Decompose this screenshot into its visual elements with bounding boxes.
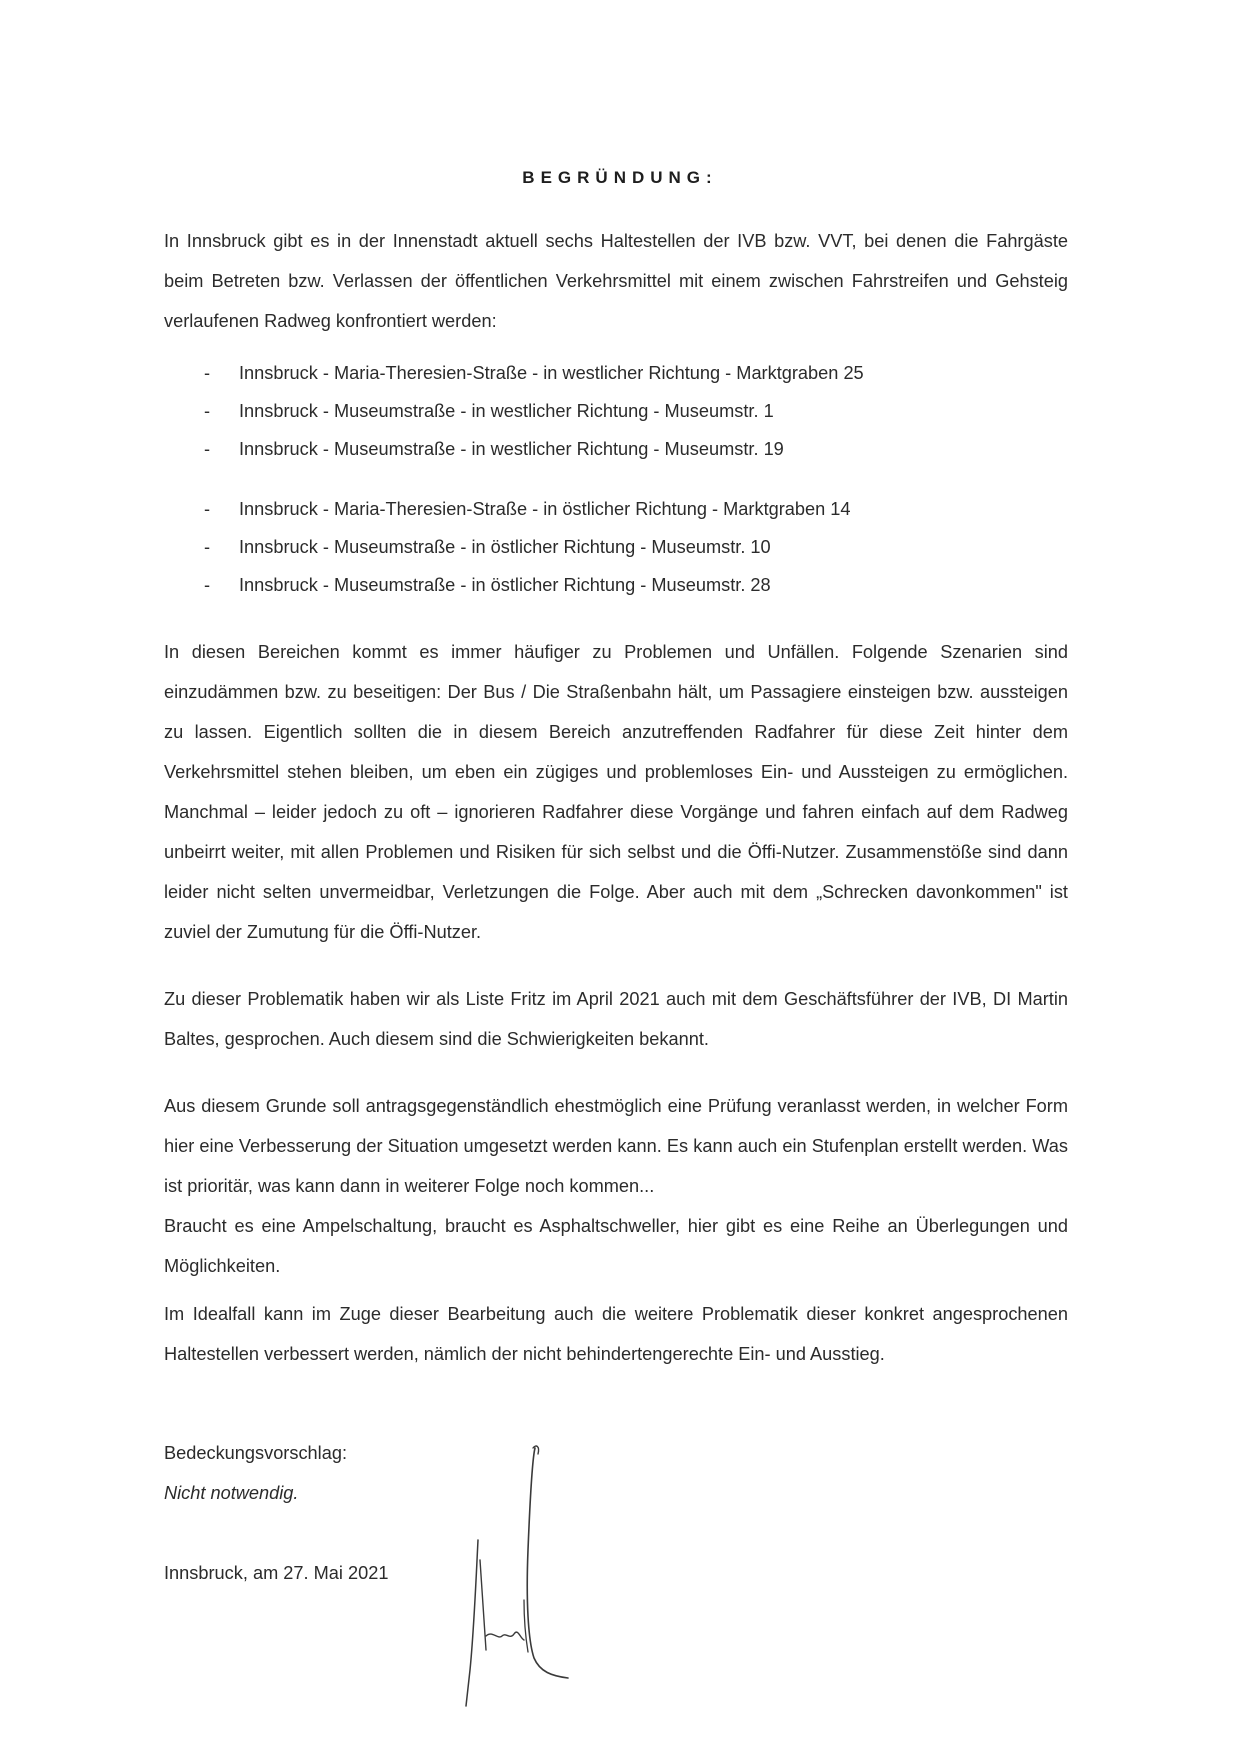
page-title: BEGRÜNDUNG: [522,168,718,187]
meeting-paragraph: Zu dieser Problematik haben wir als Liste Fritz im April 2021 auch mit dem Geschäftsführer der IVB, DI Martin Baltes, gesprochen. Auch diesem sind die Schwierigkeiten bekannt. [164,989,1068,1049]
list-item: - Innsbruck - Museumstraße - in östlicher Richtung - Museumstr. 28 [164,566,1068,604]
stops-east-list [164,490,1068,604]
intro-paragraph: In Innsbruck gibt es in der Innenstadt aktuell sechs Haltestellen der IVB bzw. VVT, bei denen die Fahrgäste beim Betreten bzw. Verlassen der öffentlichen Verkehrsmittel mit einem zwischen Fahrstreifen und Gehsteig verlaufenen Radweg konfrontiert werden: [164,231,1068,331]
problems-paragraph: In diesen Bereichen kommt es immer häufiger zu Problemen und Unfällen. Folgende Szenarien sind einzudämmen bzw. zu beseitigen: Der Bus / Die Straßenbahn hält, um Passagiere einsteigen bzw. aussteigen zu lassen. Eigentlich sollten die in diesem Bereich anzutreffenden Radfahrer für diese Zeit hinter dem Verkehrsmittel stehen bleiben, um eben ein zügiges und problemloses Ein- und Aussteigen zu ermöglichen. Manchmal – leider jedoch zu oft – ignorieren Radfahrer diese Vorgänge und fahren einfach auf dem Radweg unbeirrt weiter, mit allen Problemen und Risiken für sich selbst und die Öffi-Nutzer. Zusammenstöße sind dann leider nicht selten unvermeidbar, Verletzungen die Folge. Aber auch mit dem „Schrecken davonkommen" ist zuviel der Zumutung für die Öffi-Nutzer. [164,642,1068,942]
list-marker: - [204,499,211,519]
list-item: - Innsbruck - Museumstraße - in östlicher Richtung - Museumstr. 10 [164,528,1068,566]
signature-image [440,1440,600,1710]
list-marker: - [204,363,211,383]
list-item: - Innsbruck - Maria-Theresien-Straße - in westlicher Richtung - Marktgraben 25 [164,354,1068,392]
request-paragraph: Aus diesem Grunde soll antragsgegenständlich ehestmöglich eine Prüfung veranlasst werden, in welcher Form hier eine Verbesserung der Situation umgesetzt werden kann. Es kann auch ein Stufenplan erstellt werden. Was ist prioritär, was kann dann in weiterer Folge noch kommen... [164,1096,1068,1196]
ideal-paragraph: Im Idealfall kann im Zuge dieser Bearbeitung auch die weitere Problematik dieser konkret angesprochenen Haltestellen verbessert werden, nämlich der nicht behindertengerechte Ein- und Ausstieg. [164,1304,1068,1364]
list-item: - Innsbruck - Museumstraße - in westlicher Richtung - Museumstr. 1 [164,392,1068,430]
list-marker: - [204,575,211,595]
coverage-label: Bedeckungsvorschlag: [164,1443,347,1463]
request-followup-paragraph: Braucht es eine Ampelschaltung, braucht es Asphaltschweller, hier gibt es eine Reihe an Überlegungen und Möglichkeiten. [164,1216,1068,1276]
list-item: - Innsbruck - Museumstraße - in westlicher Richtung - Museumstr. 19 [164,430,1068,468]
list-marker: - [204,401,211,421]
list-marker: - [204,439,211,459]
stops-west-list [164,354,1068,468]
list-item: - Innsbruck - Maria-Theresien-Straße - in östlicher Richtung - Marktgraben 14 [164,490,1068,528]
place-date: Innsbruck, am 27. Mai 2021 [164,1563,389,1583]
list-marker: - [204,537,211,557]
coverage-value: Nicht notwendig. [164,1483,299,1503]
